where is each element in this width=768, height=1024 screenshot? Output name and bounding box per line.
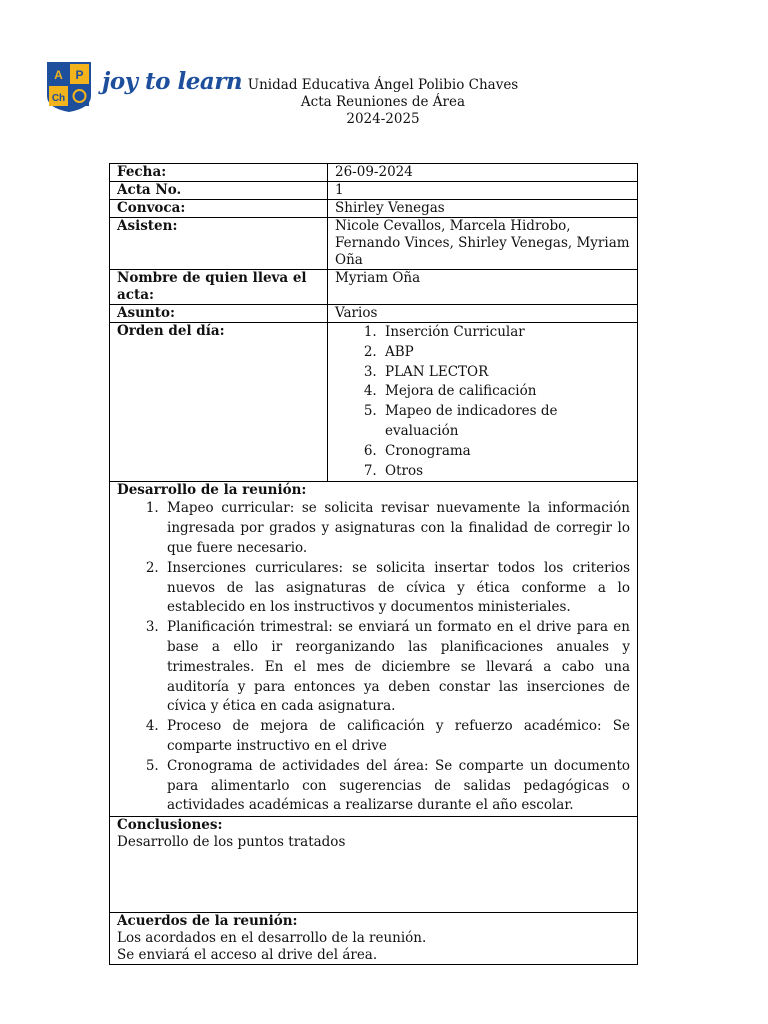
row-desarrollo [110, 482, 638, 817]
school-name: Unidad Educativa Ángel Polibio Chaves [247, 77, 519, 93]
desarrollo-list [117, 499, 630, 816]
agenda-item: 5. Mapeo de indicadores de evaluación [381, 402, 630, 442]
fecha-value: 26-09-2024 [328, 164, 638, 182]
document-header [230, 77, 536, 128]
row-asunto [110, 305, 638, 323]
desarrollo-item: 5. Cronograma de actividades del área: Se comparte un documento para alimentarlo con sugerencias de salidas pedagógicas o actividades académicas a realizarse durante el año escolar. [163, 757, 630, 816]
desarrollo-item: 3. Planificación trimestral: se enviará un formato en el drive para en base a ello ir reorganizando las planificaciones anuales y trimestrales. En el mes de diciembre se llevará a cabo una auditoría y para entonces ya deben constar las inserciones de cívica y ética en cada asignatura. [163, 618, 630, 717]
desarrollo-cell [110, 482, 638, 817]
desarrollo-item: 1. Mapeo curricular: se solicita revisar nuevamente la información ingresada por grados y asignaturas con la finalidad de corregir lo que fuere necesario. [163, 499, 630, 558]
agenda-item: 2. ABP [381, 343, 630, 363]
logo-letter-ch: Ch [51, 93, 66, 104]
row-conclusiones [110, 817, 638, 913]
convoca-label: Convoca: [110, 200, 328, 218]
desarrollo-item: 2. Inserciones curriculares: se solicita insertar todos los criterios nuevos de las asignaturas de cívica y ética conforme a lo establecido en los instructivos y documentos ministeriales. [163, 559, 630, 618]
nombre-value: Myriam Oña [328, 270, 638, 305]
orden-value [328, 323, 638, 482]
desarrollo-title: Desarrollo de la reunión: [117, 482, 307, 499]
tagline: joy to learn [102, 68, 243, 95]
asunto-label: Asunto: [110, 305, 328, 323]
agenda-item: 4. Mejora de calificación [381, 382, 630, 402]
agenda-item: 3. PLAN LECTOR [381, 363, 630, 383]
row-orden [110, 323, 638, 482]
convoca-value: Shirley Venegas [328, 200, 638, 218]
acuerdos-title: Acuerdos de la reunión: [117, 913, 298, 930]
row-convoca [110, 200, 638, 218]
row-nombre [110, 270, 638, 305]
agenda-item: 7. Otros [381, 462, 630, 482]
acuerdos-cell [110, 913, 638, 965]
row-fecha [110, 164, 638, 182]
acuerdos-line: Los acordados en el desarrollo de la reunión. [117, 930, 427, 947]
agenda-item: 1. Inserción Curricular [381, 323, 630, 343]
logo-letter-p: P [75, 68, 84, 82]
acuerdos-line: Se enviará el acceso al drive del área. [117, 947, 378, 964]
logo-letter-a: A [54, 68, 63, 82]
nombre-label: Nombre de quien lleva el acta: [110, 270, 328, 305]
agenda-item: 6. Cronograma [381, 442, 630, 462]
minutes-table [109, 163, 638, 965]
conclusiones-text: Desarrollo de los puntos tratados [117, 834, 346, 851]
row-acta [110, 182, 638, 200]
school-logo [47, 62, 91, 112]
fecha-label: Fecha: [110, 164, 328, 182]
asisten-value: Nicole Cevallos, Marcela Hidrobo, Fernando Vinces, Shirley Venegas, Myriam Oña [328, 218, 638, 270]
asisten-label: Asisten: [110, 218, 328, 270]
asunto-value: Varios [328, 305, 638, 323]
school-year: 2024-2025 [346, 111, 420, 127]
row-asisten [110, 218, 638, 270]
desarrollo-item: 4. Proceso de mejora de calificación y refuerzo académico: Se comparte instructivo en el drive [163, 717, 630, 757]
agenda-list [335, 323, 630, 481]
conclusiones-title: Conclusiones: [117, 817, 223, 834]
orden-label: Orden del día: [110, 323, 328, 482]
row-acuerdos [110, 913, 638, 965]
conclusiones-cell [110, 817, 638, 913]
document-title: Acta Reuniones de Área [300, 94, 466, 110]
acta-label: Acta No. [110, 182, 328, 200]
acta-value: 1 [328, 182, 638, 200]
